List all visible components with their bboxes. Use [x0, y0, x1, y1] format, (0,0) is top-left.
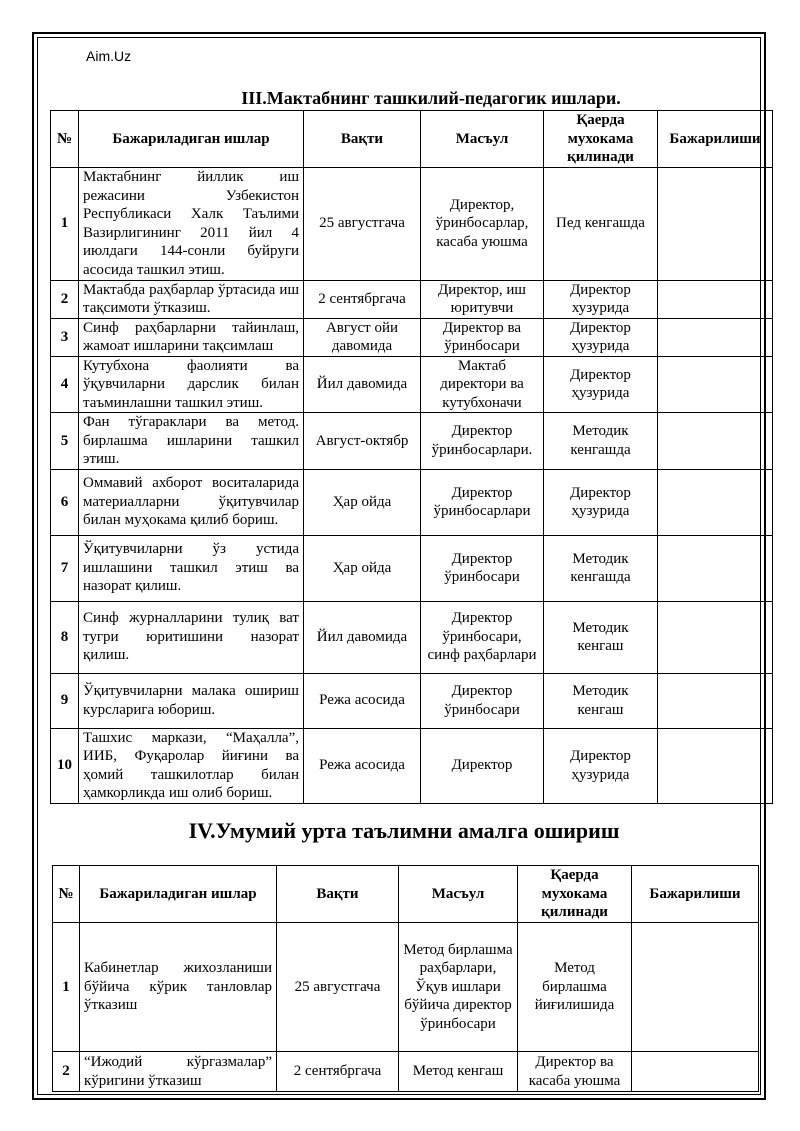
task-time: 25 августгача	[304, 167, 421, 280]
header-time: Вақти	[304, 111, 421, 168]
section-3-title: III.Мактабнинг ташкилий-педагогик ишлари.	[241, 88, 621, 108]
task-completion	[658, 280, 773, 318]
row-number: 2	[53, 1052, 80, 1092]
row-number: 1	[51, 167, 79, 280]
task-where-discussed: Директор ҳузурида	[544, 469, 658, 535]
task-where-discussed: Методик кенгашда	[544, 535, 658, 601]
table-header-row	[53, 866, 759, 923]
task-time: Режа асосида	[304, 728, 421, 803]
task-time: Йил давомида	[304, 356, 421, 413]
task-description: Ўқитувчиларни малака ошириш курсларига юбориш.	[79, 673, 304, 728]
task-completion	[658, 413, 773, 470]
task-where-discussed: Директор ҳузурида	[544, 356, 658, 413]
task-responsible: Директор ўринбосари	[421, 535, 544, 601]
task-where-discussed: Метод бирлашма йиғилишида	[518, 923, 632, 1052]
row-number: 10	[51, 728, 79, 803]
table-row	[51, 673, 773, 728]
table-row	[51, 413, 773, 470]
table-row	[51, 469, 773, 535]
task-completion	[658, 535, 773, 601]
table-row	[51, 318, 773, 356]
table-row	[51, 535, 773, 601]
task-responsible: Мактаб директори ва кутубхоначи	[421, 356, 544, 413]
task-description: Фан тўгараклари ва метод. бирлашма ишларини ташкил этиш.	[79, 413, 304, 470]
table-row	[51, 280, 773, 318]
task-responsible: Директор ўринбосари	[421, 673, 544, 728]
task-description: Синф раҳбарларни тайинлаш, жамоат ишларини тақсимлаш	[79, 318, 304, 356]
task-time: Август ойи давомида	[304, 318, 421, 356]
task-where-discussed: Директор ва касаба уюшма	[518, 1052, 632, 1092]
table-row	[51, 601, 773, 673]
task-responsible: Директор ўринбосари, синф раҳбарлари	[421, 601, 544, 673]
task-description: Кабинетлар жихозланиши бўйича кўрик танловлар ўтказиш	[80, 923, 277, 1052]
header-responsible: Масъул	[421, 111, 544, 168]
row-number: 4	[51, 356, 79, 413]
row-number: 6	[51, 469, 79, 535]
table-row	[51, 728, 773, 803]
header-num: №	[53, 866, 80, 923]
task-description: Мактабда раҳбарлар ўртасида иш тақсимоти ўтказиш.	[79, 280, 304, 318]
section-4-title: IV.Умумий урта таълимни амалга ошириш	[188, 818, 620, 843]
table-row	[51, 167, 773, 280]
task-responsible: Директор ўринбосарлари.	[421, 413, 544, 470]
task-completion	[658, 318, 773, 356]
section-4-table	[52, 865, 759, 1092]
header-responsible: Масъул	[399, 866, 518, 923]
header-time: Вақти	[277, 866, 399, 923]
task-description: Мактабнинг йиллик иш режасини Узбекистон Республикаси Халк Таълими Вазирлигининг 2011 йил 4 июлдаги 144-сонли буйруги асосида ташкил этиш.	[79, 167, 304, 280]
row-number: 7	[51, 535, 79, 601]
header-work: Бажариладиган ишлар	[80, 866, 277, 923]
task-where-discussed: Методик кенгаш	[544, 673, 658, 728]
task-description: Кутубхона фаолияти ва ўқувчиларни дарслик билан таъминлашни ташкил этиш.	[79, 356, 304, 413]
task-where-discussed: Директор ҳузурида	[544, 728, 658, 803]
header-completion: Бажарилиши	[658, 111, 773, 168]
header-where-discussed: Қаерда мухокама қилинади	[518, 866, 632, 923]
task-description: Синф журналларини тулиқ ват тугри юритишини назорат қилиш.	[79, 601, 304, 673]
task-completion	[658, 673, 773, 728]
task-time: Август-октябр	[304, 413, 421, 470]
header-work: Бажариладиган ишлар	[79, 111, 304, 168]
task-description: “Ижодий кўргазмалар” кўригини ўтказиш	[80, 1052, 277, 1092]
task-time: Ҳар ойда	[304, 535, 421, 601]
task-description: Ўқитувчиларни ўз устида ишлашини ташкил этиш ва назорат қилиш.	[79, 535, 304, 601]
row-number: 5	[51, 413, 79, 470]
task-completion	[658, 356, 773, 413]
task-responsible: Метод бирлашма раҳбарлари, Ўқув ишлари бўйича директор ўринбосари	[399, 923, 518, 1052]
task-completion	[632, 1052, 759, 1092]
task-where-discussed: Пед кенгашда	[544, 167, 658, 280]
table-row	[53, 923, 759, 1052]
task-where-discussed: Методик кенгаш	[544, 601, 658, 673]
header-where-discussed: Қаерда мухокама қилинади	[544, 111, 658, 168]
task-description: Оммавий ахборот воситаларида материалларни ўқитувчилар билан муҳокама қилиб бориш.	[79, 469, 304, 535]
task-completion	[658, 728, 773, 803]
task-responsible: Директор, ўринбосарлар, касаба уюшма	[421, 167, 544, 280]
task-where-discussed: Методик кенгашда	[544, 413, 658, 470]
task-responsible: Директор, иш юритувчи	[421, 280, 544, 318]
task-time: Ҳар ойда	[304, 469, 421, 535]
task-description: Ташхис маркази, “Маҳалла”, ИИБ, Фуқаролар йиғини ва ҳомий ташкилотлар билан ҳамкорликда иш олиб бориш.	[79, 728, 304, 803]
task-responsible: Директор ўринбосарлари	[421, 469, 544, 535]
task-responsible: Директор	[421, 728, 544, 803]
task-completion	[658, 601, 773, 673]
task-time: Йил давомида	[304, 601, 421, 673]
site-label: Aim.Uz	[86, 48, 132, 64]
task-responsible: Директор ва ўринбосари	[421, 318, 544, 356]
row-number: 9	[51, 673, 79, 728]
table-header-row	[51, 111, 773, 168]
task-completion	[658, 167, 773, 280]
task-time: 2 сентябргача	[304, 280, 421, 318]
task-responsible: Метод кенгаш	[399, 1052, 518, 1092]
task-where-discussed: Директор ҳузурида	[544, 318, 658, 356]
row-number: 3	[51, 318, 79, 356]
task-completion	[658, 469, 773, 535]
header-num: №	[51, 111, 79, 168]
task-time: 25 августгача	[277, 923, 399, 1052]
row-number: 2	[51, 280, 79, 318]
task-time: 2 сентябргача	[277, 1052, 399, 1092]
header-completion: Бажарилиши	[632, 866, 759, 923]
task-time: Режа асосида	[304, 673, 421, 728]
section-3-table	[50, 110, 773, 804]
task-completion	[632, 923, 759, 1052]
task-where-discussed: Директор хузурида	[544, 280, 658, 318]
table-row	[51, 356, 773, 413]
row-number: 1	[53, 923, 80, 1052]
row-number: 8	[51, 601, 79, 673]
table-row	[53, 1052, 759, 1092]
